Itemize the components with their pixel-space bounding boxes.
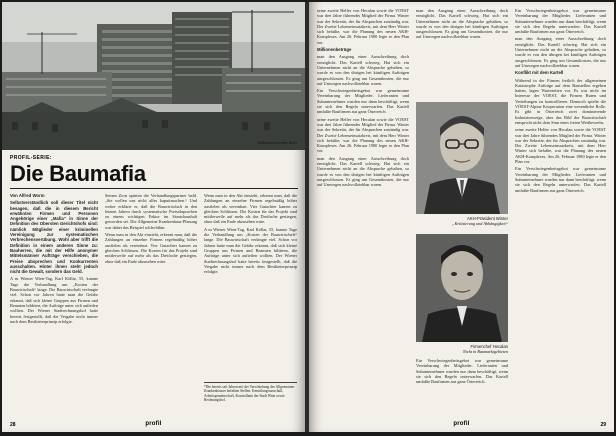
body-paragraph: seine zweite Helfer von Hecalan sowie die VOEST war drei Jahre führendes Mitglied der Firma. Winter war der Sekretär, der für Absprachen zuständig war. Der Zweite Lebenseinsatzkreis, mit dem Herr Winter sich befaßte, war die Planung des neuen AKH-Komplexes. Am 26. Februar 1980 legte er den Plan vor. xyxy=(317,116,409,154)
portrait-winter-quote: „Kritisierung und Abhängigkeit“ xyxy=(452,221,508,226)
left-page xyxy=(2,2,305,432)
akh-building-photo xyxy=(2,2,305,150)
body-paragraph: Ein Verschwiegenheitsgebot war gemeinsame Vereinbarung der Mitglieder. Lieferanten und Subunternehmer wurden nur dann beschäftigt, wenn sie sich den Regeln unterwarfen. Das Kartell umfaßte Baufirmen aus ganz Österreich. xyxy=(416,358,508,385)
body-paragraph: man den Ausgang einer Ausschreibung doch ermöglicht. Das Kartell schwieg. Hat sich ein Unternehmen nicht an die Absprache gehalten, so wurde es von den übrigen bei künftigen Aufträgen ausgeschlossen. Es ging um Gesamtkosten, die nur auf Umwegen nachvollziehbar waren. xyxy=(317,155,409,188)
photo-caption: Millionenmonster AKH xyxy=(257,140,297,145)
brand-logo: profil xyxy=(453,421,470,427)
right-column-2-bottom xyxy=(416,358,508,418)
body-paragraph: Ein Verschwiegenheitsgebot war gemeinsame Vereinbarung der Mitglieder. Lieferanten und Subunternehmer wurden nur dann beschäftigt, wenn sie sich den Regeln unterwarfen. Das Kartell umfaßte Baufirmen aus ganz Österreich. xyxy=(515,166,606,193)
series-label: PROFIL-SERIE: xyxy=(10,155,52,161)
portrait-hecalan-caption xyxy=(416,344,508,354)
kartell-paragraph: Während in der Firmen freilich der allgemeinen Katastrophe Aufträge auf dem Baustellen ergeben hatten, lagen Wartezeiten vor. Es war nicht im Interesse der VOEST, die Firmen Ruten und Verteilungen zu kontrollieren. Dennoch spielte die VÖEST-Alpine Kooperation eine wesentliche Rolle. Es gibt in Österreich zwei dominierende Industriezweige, aber das Bild der Bauwirtschaft entspricht nicht dem Sinn eines freien Wettbewerbs. xyxy=(515,77,606,125)
lead-column xyxy=(10,193,98,418)
portrait-hecalan-quote: Nicht in Baumarktgebieten xyxy=(462,349,508,354)
body-paragraph: Seinen Zorn spürten die Verhandlungspartner bald. „Sie wollen uns nicht alles kaputtmachen.“ Und weiter erklärte er, daß die Bauwirtschaft in den letzten Jahren durch systematische Preisabsprachen zu einem wichtigen Faktor im Staatshaushalt geworden sei. Die Allgemeine Krankenhaus-Planung war dabei das Beispiel schlechthin. xyxy=(105,193,197,230)
right-column-3 xyxy=(515,8,606,418)
right-footer xyxy=(309,422,614,430)
man-portrait-photo xyxy=(416,234,508,342)
body-paragraph: man den Ausgang einer Ausschreibung doch ermöglicht. Das Kartell schwieg. Hat sich ein Unternehmen nicht an die Absprache gehalten, so wurde es von den übrigen bei künftigen Aufträgen ausgeschlossen. Es ging um Gesamtkosten, die nur auf Umwegen nachvollziehbar waren. xyxy=(416,8,508,40)
kartell-heading: Konflikt mit dem Kartell xyxy=(515,70,564,76)
section-heading: Millionenbetrüge xyxy=(317,47,352,53)
body-paragraph: A m Wiener Wien-Tag, Karl Köllar, 55, kannte Tage die Verhandlung um „Kosten der Bauwirtschaft“ lange. Die Bauwirtschaft verlangte viel. Schon vor Jahren hatte man die Gefahr erkannt, daß sich kleine Gruppen aus Firmen und Beamten bildeten, die Aufträge unter sich aufteilen wollten. Der Wiener Stadtrechnungshof hatte bereits festgestellt, daß die Vergabe nicht immer nach dem Bestbieterprinzip erfolgte. xyxy=(10,276,98,324)
body-paragraph: Ein Verschwiegenheitsgebot war gemeinsame Vereinbarung der Mitglieder. Lieferanten und Subunternehmer wurden nur dann beschäftigt, wenn sie sich den Regeln unterwarfen. Das Kartell umfaßte Baufirmen aus ganz Österreich. xyxy=(317,88,409,115)
portrait-hecalan xyxy=(416,234,508,342)
brand-logo: profil xyxy=(145,421,162,427)
body-paragraph: Wenn man in den Akt einsieht, erkennt man, daß die Zahlungen an einzelne Firmen regelmäßig höher ausfielen als vereinbart. Vier Gutachter kamen zu gleichen Schlüssen. Die Kosten für das Projekt sind mittlerweile auf mehr als das Dreifache gestiegen, ohne daß ein Ende abzusehen wäre. xyxy=(105,232,197,264)
portrait-winter-caption xyxy=(416,216,508,226)
body-column-2 xyxy=(105,193,197,418)
body-paragraph: A m Wiener Wien-Tag, Karl Köllar, 55, kannte Tage die Verhandlung um „Kosten der Bauwirtschaft“ lange. Die Bauwirtschaft verlangte viel. Schon vor Jahren hatte man die Gefahr erkannt, daß sich kleine Gruppen aus Firmen und Beamten bildeten, die Aufträge unter sich aufteilen wollten. Der Wiener Stadtrechnungshof hatte bereits festgestellt, daß die Vergabe nicht immer nach dem Bestbieterprinzip erfolgte. xyxy=(204,226,297,275)
right-column-2 xyxy=(416,8,508,100)
body-paragraph: seine zweite Helfer von Hecalan sowie die VOEST war drei Jahre führendes Mitglied der Firma. Winter war der Sekretär, der für Absprachen zuständig war. Der Zweite Lebenseinsatzkreis, mit dem Herr Winter sich befaßte, war die Planung des neuen AKH-Komplexes. Am 26. Februar 1980 legte er den Plan vor. xyxy=(515,127,606,165)
body-paragraph: seine zweite Helfer von Hecalan sowie die VOEST war drei Jahre führendes Mitglied der Firma. Winter war der Sekretär, der für Absprachen zuständig war. Der Zweite Lebenseinsatzkreis, mit dem Herr Winter sich befaßte, war die Planung des neuen AKH-Komplexes. Am 26. Februar 1980 legte er den Plan vor. xyxy=(317,8,409,45)
akh-building-illustration xyxy=(2,2,305,150)
right-column-1 xyxy=(317,8,409,416)
portrait-winter-name: AKH-Präsident Winter xyxy=(467,216,508,221)
body-column-3 xyxy=(204,193,297,378)
portrait-hecalan-name: Firmenchef Hecalan xyxy=(470,344,508,349)
right-page xyxy=(309,2,614,432)
man-with-glasses-photo xyxy=(416,102,508,214)
page-number: 28 xyxy=(10,422,16,428)
title-rule xyxy=(10,188,298,189)
page-number: 29 xyxy=(600,422,606,428)
left-footer xyxy=(2,422,305,430)
body-paragraph: man den Ausgang einer Ausschreibung doch ermöglicht. Das Kartell schwieg. Hat sich ein Unternehmen nicht an die Absprache gehalten, so wurde es von den übrigen bei künftigen Aufträgen ausgeschlossen. Es ging um Gesamtkosten, die nur auf Umwegen nachvollziehbar waren. xyxy=(515,36,606,68)
body-paragraph: Ein Verschwiegenheitsgebot war gemeinsame Vereinbarung der Mitglieder. Lieferanten und Subunternehmer wurden nur dann beschäftigt, wenn sie sich den Regeln unterwarfen. Das Kartell umfaßte Baufirmen aus ganz Österreich. xyxy=(515,8,606,35)
body-paragraph: Wenn man in den Akt einsieht, erkennt man, daß die Zahlungen an einzelne Firmen regelmäßig höher ausfielen als vereinbart. Vier Gutachter kamen zu gleichen Schlüssen. Die Kosten für das Projekt sind mittlerweile auf mehr als das Dreifache gestiegen, ohne daß ein Ende abzusehen wäre. xyxy=(204,193,297,225)
lead-paragraph: Selbstverständlich soll dieser Titel nicht besagen, daß die in diesem Bericht erwähnten Firmen und Personen Angehörige einer „Mafia“ in Sinne der Definition des Obersten Gerichtshofs sind: nämlich Mitglieder einer kriminellen Vereinigung zur systematischen Verbrechensverübung. Wohl aber trifft die Definition in einem anderen Sinne zu: Bauherren, die mit der Hilfe anonymer Mittelsmänner Aufträge verschieben, die Preise absprechen und Konkurrenten ausschalten. Hinter ihnen steht jedoch nicht die Gewalt, sondern das Geld. xyxy=(10,200,98,275)
byline: Von Alfred Worm xyxy=(10,193,45,198)
portrait-winter xyxy=(416,102,508,214)
article-title: Die Baumafia xyxy=(10,161,146,186)
footnote: *Die bereits seit Jahren mit der Verschiebung des Allgemeinen Krankenhauses befaßten Stellen: Ermittlungsausschuß, Arbeitsgemeinschaft, Kontrollamt der Stadt Wien sowie Rechnungshof. xyxy=(204,382,297,403)
body-paragraph: man den Ausgang einer Ausschreibung doch ermöglicht. Das Kartell schwieg. Hat sich ein Unternehmen nicht an die Absprache gehalten, so wurde es von den übrigen bei künftigen Aufträgen ausgeschlossen. Es ging um Gesamtkosten, die nur auf Umwegen nachvollziehbar waren. xyxy=(317,54,409,86)
